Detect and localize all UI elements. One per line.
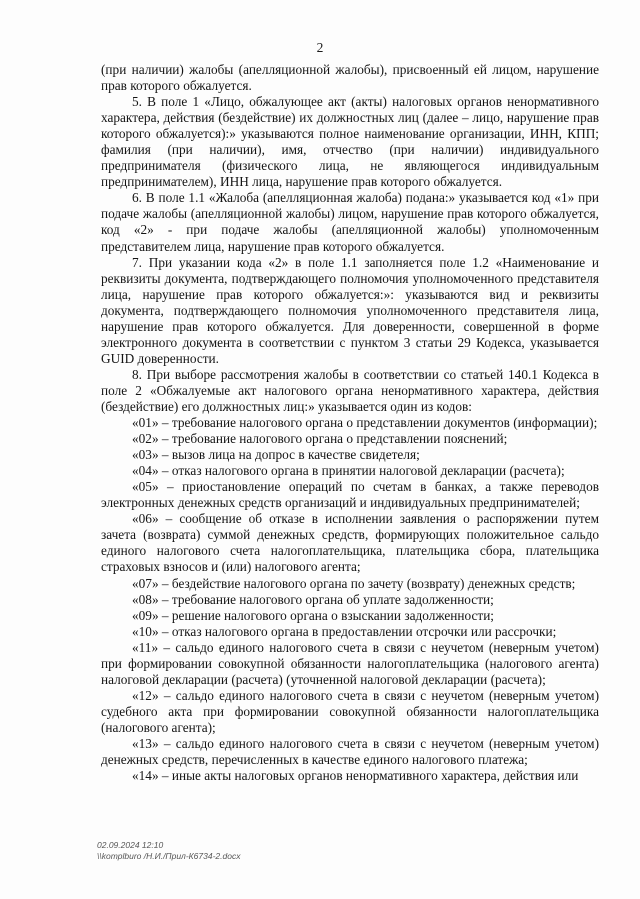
paragraph: 6. В поле 1.1 «Жалоба (апелляционная жалоба) подана:» указывается код «1» при подаче жалобы (апелляционной жалобы) лицом, нарушение прав которого обжалуется, код «2» - при подаче жалобы (апелляционной жалобы) уполномоченным представителем лица, нарушение прав которого обжалуется. xyxy=(101,190,599,254)
paragraph: 8. При выборе рассмотрения жалобы в соответствии со статьей 140.1 Кодекса в поле 2 «Обжалуемые акт налогового органа ненормативного характера, действия (бездействие) его должностных лиц:» указывается один из кодов: xyxy=(101,366,599,414)
code-item: «05» – приостановление операций по счетам в банках, а также переводов электронных денежных средств организаций и индивидуальных предпринимателей; xyxy=(101,479,599,511)
code-item: «07» – бездействие налогового органа по зачету (возврату) денежных средств; xyxy=(132,575,576,591)
code-item: «08» – требование налогового органа об уплате задолженности; xyxy=(132,591,494,607)
code-item: «01» – требование налогового органа о представлении документов (информации); xyxy=(132,415,598,431)
code-item: «13» – сальдо единого налогового счета в связи с неучетом (неверным учетом) денежных средств, перечисленных в качестве единого налогового платежа; xyxy=(101,735,599,768)
code-item: «09» – решение налогового органа о взыскании задолженности; xyxy=(132,607,495,623)
code-item: «04» – отказ налогового органа в принятии налоговой декларации (расчета); xyxy=(132,463,565,479)
paragraph: 5. В поле 1 «Лицо, обжалующее акт (акты) налоговых органов ненормативного характера, действия (бездействие) их должностных лиц (далее – лицо, нарушение прав которого обжалуется):» указываются полное наименование организации, ИНН, КПП; фамилия (при наличии), имя, отчество (при наличии) индивидуального предпринимателя (физического лица, не являющегося индивидуальным предпринимателем), ИНН лица, нарушение прав которого обжалуется. xyxy=(101,94,599,190)
code-item: «14» – иные акты налоговых органов ненормативного характера, действия или xyxy=(132,768,579,784)
footer-file-path: \\komplburo /Н.И./Прил-К6734-2.docx xyxy=(97,851,241,861)
document-footer xyxy=(97,840,240,862)
code-item: «03» – вызов лица на допрос в качестве свидетеля; xyxy=(132,447,420,463)
code-item: «11» – сальдо единого налогового счета в связи с неучетом (неверным учетом) при формировании совокупной обязанности налогоплательщика (налогового агента) налоговой декларации (расчета) (уточненной налоговой декларации (расчета); xyxy=(101,639,599,687)
footer-date: 02.09.2024 12:10 xyxy=(97,840,164,850)
paragraph: 7. При указании кода «2» в поле 1.1 заполняется поле 1.2 «Наименование и реквизиты документа, подтверждающего полномочия уполномоченного представителя лица, нарушение прав которого обжалуется:»: указываются вид и реквизиты документа, подтверждающего полномочия уполномоченного представителя лица, нарушение прав которого обжалуется. Для доверенности, совершенной в форме электронного документа в соответствии с пунктом 3 статьи 29 Кодекса, указывается GUID доверенности. xyxy=(101,254,599,366)
page-number: 2 xyxy=(316,40,324,55)
code-item: «06» – сообщение об отказе в исполнении заявления о распоряжении путем зачета (возврата) суммой денежных средств, формирующих положительное сальдо единого налогового счета налогоплательщика, плательщика сбора, плательщика страховых взносов и (или) налогового агента; xyxy=(101,511,599,575)
code-item: «10» – отказ налогового органа в предоставлении отсрочки или рассрочки; xyxy=(132,623,557,639)
document-body xyxy=(101,62,599,784)
code-item: «12» – сальдо единого налогового счета в связи с неучетом (неверным учетом) судебного акта при формировании совокупной обязанности налогоплательщика (налогового агента); xyxy=(101,687,599,735)
paragraph: (при наличии) жалобы (апелляционной жалобы), присвоенный ей лицом, нарушение прав которого обжалуется. xyxy=(101,62,599,94)
code-item: «02» – требование налогового органа о представлении пояснений; xyxy=(132,431,508,447)
